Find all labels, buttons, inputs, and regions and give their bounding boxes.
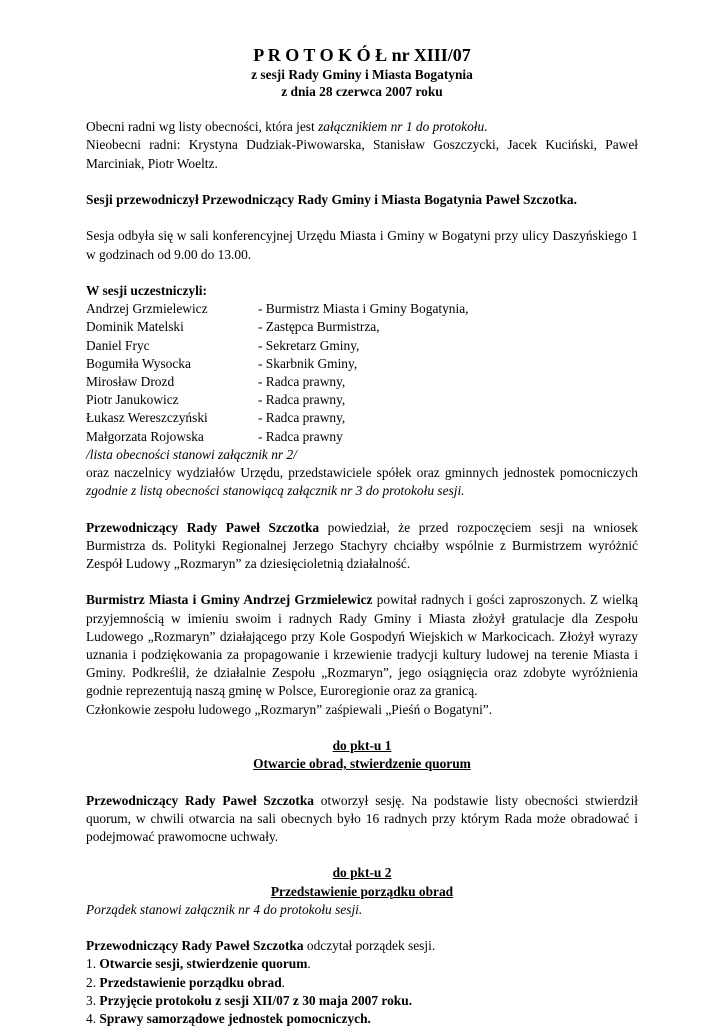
attendance-present: Obecni radni wg listy obecności, która jest załącznikiem nr 1 do protokołu. bbox=[86, 119, 488, 135]
paragraph-pkt2-agenda-intro: Przewodniczący Rady Paweł Szczotka odczytał porządek sesji. bbox=[86, 938, 436, 954]
agenda-item: 2. Przedstawienie porządku obrad. bbox=[86, 974, 286, 990]
session-chair: Sesji przewodniczył Przewodniczący Rady Gminy i Miasta Bogatynia Paweł Szczotka. bbox=[86, 191, 577, 207]
section-pkt2-note: Porządek stanowi załącznik nr 4 do protokołu sesji. bbox=[86, 901, 363, 917]
participant-row: Łukasz Wereszczyński - Radca prawny, bbox=[86, 410, 346, 426]
paragraph-rozmaryn-award: Przewodniczący Rady Paweł Szczotka powiedział, że przed rozpoczęciem sesji na wniosek Burmistrza ds. Polityki Regionalnej Jerzego Stachyry chciałby wspólnie z Burmistrzem wyróżnić Zespół Ludowy „Rozmaryn” za dziesięcioletnią działalność. bbox=[86, 519, 638, 571]
document-subtitle-date: z dnia 28 czerwca 2007 roku bbox=[281, 84, 443, 99]
participant-row: Dominik Matelski - Zastępca Burmistrza, bbox=[86, 319, 380, 335]
session-location: Sesja odbyła się w sali konferencyjnej Urzędu Miasta i Gminy w Bogatyni przy ulicy Daszyńskiego 1 w godzinach od 9.00 do 13.00. bbox=[86, 228, 638, 262]
participant-row: Bogumiła Wysocka - Skarbnik Gminy, bbox=[86, 355, 358, 371]
participant-row: Andrzej Grzmielewicz - Burmistrz Miasta i Gminy Bogatynia, bbox=[86, 301, 469, 317]
agenda-list bbox=[86, 955, 638, 1028]
section-pkt2-title: Przedstawienie porządku obrad bbox=[270, 883, 454, 899]
document-header bbox=[86, 44, 638, 100]
participant-row: Piotr Janukowicz - Radca prawny, bbox=[86, 392, 346, 408]
section-pkt1-label: do pkt-u 1 bbox=[332, 738, 392, 753]
participants-heading: W sesji uczestniczyli: bbox=[86, 282, 207, 298]
participant-row: Małgorzata Rojowska - Radca prawny bbox=[86, 428, 343, 444]
participant-row: Mirosław Drozd - Radca prawny, bbox=[86, 373, 346, 389]
paragraph-song: Członkowie zespołu ludowego „Rozmaryn” zaśpiewali „Pieśń o Bogatyni”. bbox=[86, 701, 493, 717]
participants-others: oraz naczelnicy wydziałów Urzędu, przedstawiciele spółek oraz gminnych jednostek pomocniczych zgodnie z listą obecności stanowiącą załącznik nr 3 do protokołu sesji. bbox=[86, 465, 638, 499]
attendance-absent: Nieobecni radni: Krystyna Dudziak-Piwowarska, Stanisław Goszczycki, Jacek Kuciński, Paweł Marciniak, Piotr Woeltz. bbox=[86, 137, 638, 171]
agenda-item: 4. Sprawy samorządowe jednostek pomocniczych. bbox=[86, 1011, 371, 1026]
participants-table bbox=[86, 300, 469, 446]
section-pkt2-label: do pkt-u 2 bbox=[332, 865, 392, 881]
paragraph-pkt1-quorum: Przewodniczący Rady Paweł Szczotka otworzył sesję. Na podstawie listy obecności stwierdził quorum, w chwili otwarcia na sali obecnych było 16 radnych przy którym Rada może obradować i podejmować prawomocne uchwały. bbox=[86, 792, 639, 844]
section-pkt1-title: Otwarcie obrad, stwierdzenie quorum bbox=[253, 756, 471, 772]
paragraph-burmistrz-greeting: Burmistrz Miasta i Gminy Andrzej Grzmielewicz powitał radnych i gości zaproszonych. Z wielką przyjemnością w imieniu swoim i radnych Rady Gminy i Miasta złożył gratulacje dla Zespołu Ludowego „Rozmaryn” działającego przy Kole Gospodyń Wiejskich w Markocicach. Złożył wyrazy uznania i podziękowania za propagowanie i krzewienie tradycji kultury ludowej na terenie Miasta i Gminy. Podkreślił, że działalnie Zespołu „Rozmaryn”, jego osiągnięcia oraz zdobyte wyróżnienia godnie reprezentują naszą gminę w Polsce, Euroregionie oraz za granicą. bbox=[86, 592, 638, 699]
document-subtitle-session: z sesji Rady Gminy i Miasta Bogatynia bbox=[251, 67, 473, 82]
participant-row: Daniel Fryc - Sekretarz Gminy, bbox=[86, 337, 360, 353]
agenda-item: 1. Otwarcie sesji, stwierdzenie quorum. bbox=[86, 956, 311, 972]
participants-list-note: /lista obecności stanowi załącznik nr 2/ bbox=[86, 446, 297, 462]
agenda-item: 3. Przyjęcie protokołu z sesji XII/07 z 30 maja 2007 roku. bbox=[86, 992, 413, 1008]
document-title: P R O T O K Ó Ł nr XIII/07 bbox=[253, 45, 471, 65]
